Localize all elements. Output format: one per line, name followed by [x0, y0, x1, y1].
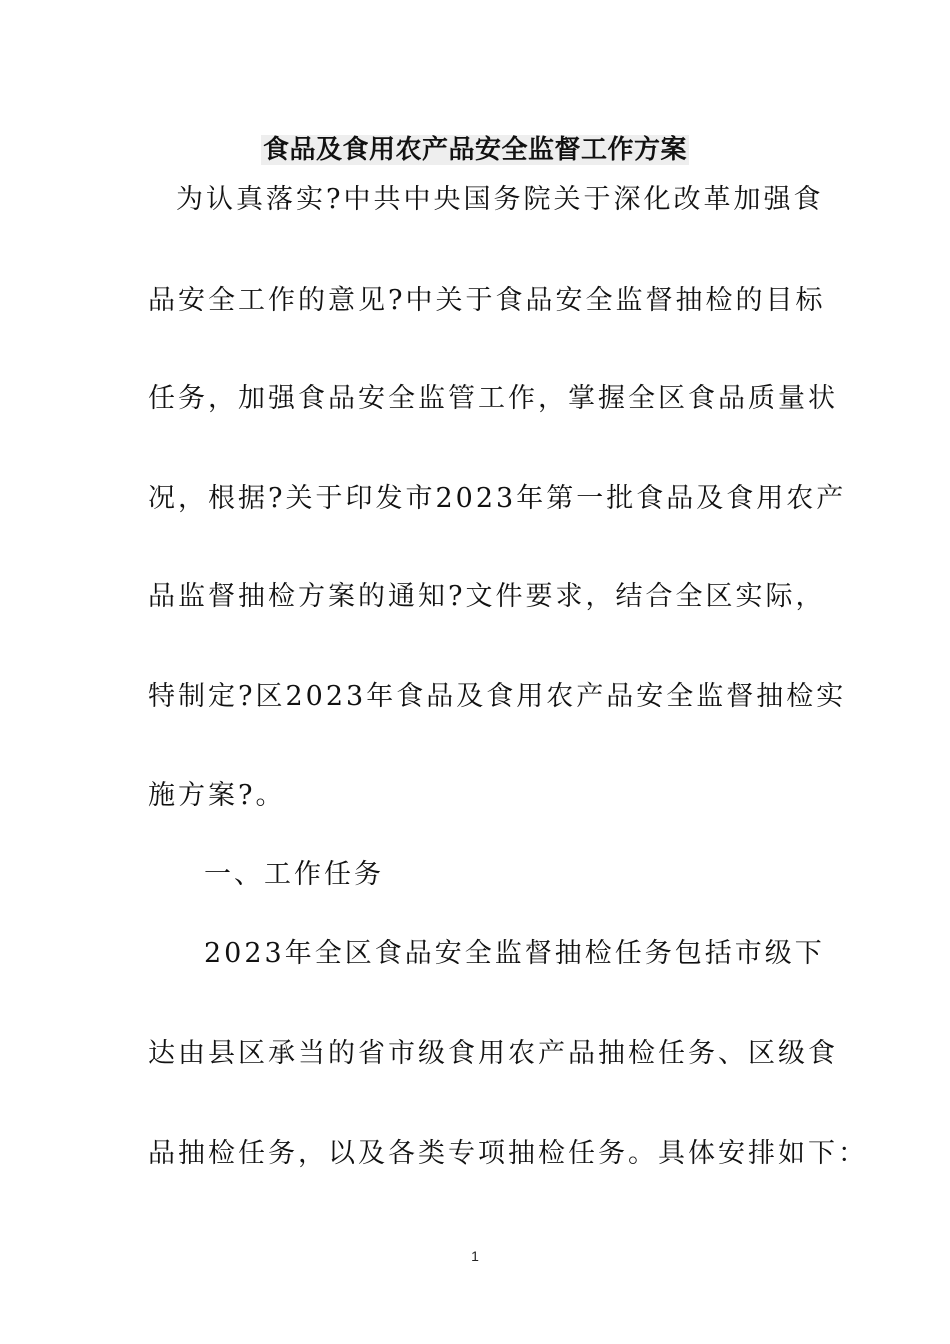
paragraph-line: 品监督抽检方案的通知?文件要求，结合全区实际， [148, 581, 826, 612]
page-number: 1 [471, 1248, 479, 1264]
paragraph-line: 品安全工作的意见?中关于食品安全监督抽检的目标 [148, 285, 826, 316]
paragraph-line: 2023年全区食品安全监督抽检任务包括市级下 [204, 938, 825, 969]
paragraph-line: 施方案?。 [148, 780, 286, 811]
document-title-text: 食品及食用农产品安全监督工作方案 [262, 135, 687, 165]
paragraph-line: 特制定?区2023年食品及食用农产品安全监督抽检实 [148, 681, 847, 712]
paragraph-line: 任务，加强食品安全监管工作，掌握全区食品质量状 [148, 383, 838, 414]
document-title [0, 130, 950, 170]
paragraph-line: 品抽检任务，以及各类专项抽检任务。具体安排如下： [148, 1138, 868, 1169]
paragraph-line: 况，根据?关于印发市2023年第一批食品及食用农产 [148, 483, 847, 514]
paragraph-line: 为认真落实?中共中央国务院关于深化改革加强食 [176, 184, 824, 215]
paragraph-line: 达由县区承当的省市级食用农产品抽检任务、区级食 [148, 1038, 838, 1069]
section-heading: 一、工作任务 [204, 859, 384, 890]
